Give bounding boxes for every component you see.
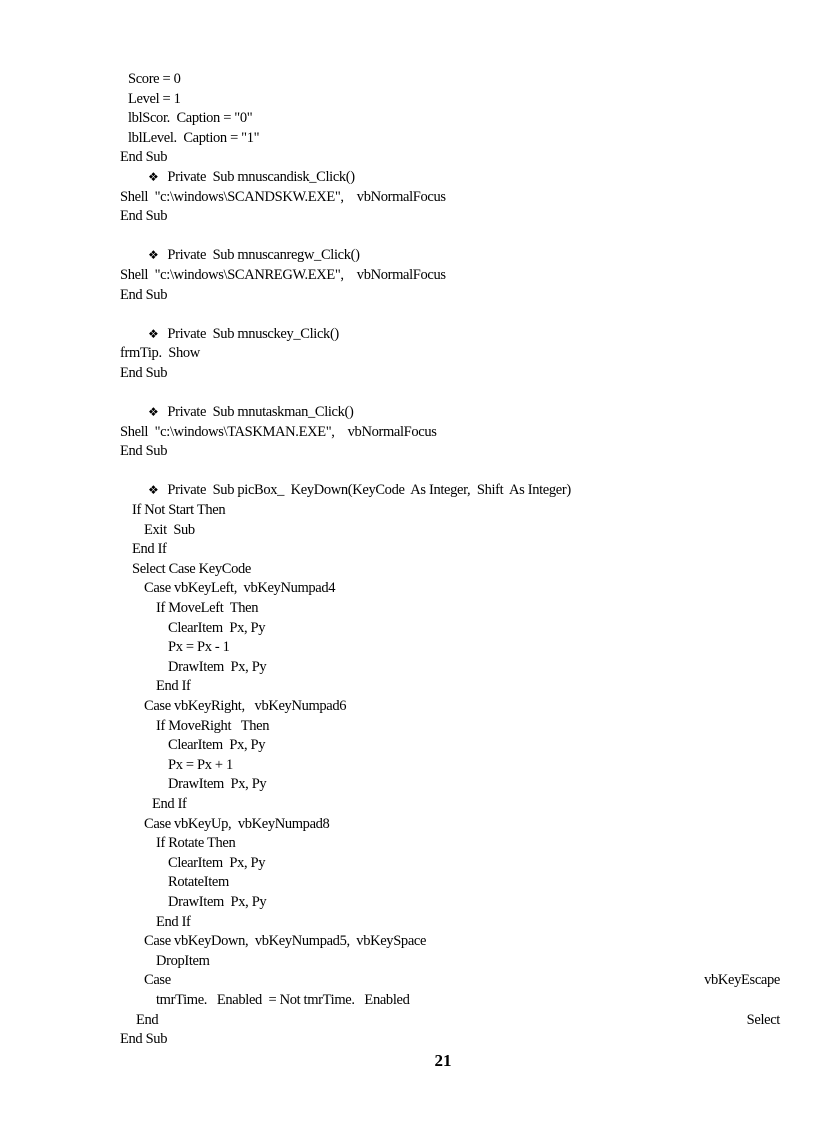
code-text: ClearItem Px, Py [168, 619, 266, 636]
code-text: End Sub [120, 364, 168, 381]
code-line [120, 795, 780, 815]
code-text: Px = Px + 1 [168, 756, 233, 773]
code-line [120, 658, 780, 678]
diamond-bullet-icon: ❖ [148, 169, 159, 184]
code-text: Select Case KeyCode [132, 560, 251, 577]
code-line [120, 677, 780, 697]
sub-declaration-line [120, 246, 780, 266]
code-line [120, 540, 780, 560]
code-line [120, 638, 780, 658]
code-text: Case vbKeyUp, vbKeyNumpad8 [144, 815, 330, 832]
sub-declaration-line [120, 403, 780, 423]
code-text: End Sub [120, 1031, 168, 1048]
code-line [120, 266, 780, 286]
code-line [120, 501, 780, 521]
diamond-bullet-icon: ❖ [148, 326, 159, 341]
code-text: Private Sub picBox_ KeyDown(KeyCode As Integer, Shift As Integer) [167, 482, 571, 499]
code-text: Level = 1 [128, 90, 181, 107]
code-text: If Rotate Then [156, 835, 236, 852]
code-text: DrawItem Px, Py [168, 893, 267, 910]
code-text: End Sub [120, 443, 168, 460]
sub-declaration-line [120, 481, 780, 501]
code-text: Score = 0 [128, 71, 181, 87]
code-line [120, 971, 780, 991]
code-text: Case vbKeyLeft, vbKeyNumpad4 [144, 580, 336, 597]
code-text-right: Select [746, 1011, 780, 1028]
code-text: If Not Start Then [132, 502, 226, 519]
code-text: Private Sub mnusckey_Click() [167, 325, 339, 342]
code-line [120, 207, 780, 227]
page-number: 21 [434, 1051, 452, 1070]
code-text: Private Sub mnutaskman_Click() [167, 404, 354, 421]
code-text: End Sub [120, 286, 168, 303]
code-line [120, 736, 780, 756]
code-text: Shell "c:\windows\SCANDSKW.EXE", vbNormalFocus [120, 188, 446, 205]
code-text: End Sub [120, 149, 168, 166]
sub-declaration-line [120, 168, 780, 188]
code-text: lblScor. Caption = "0" [128, 110, 253, 127]
code-line [120, 442, 780, 462]
code-listing [120, 70, 780, 1050]
code-line [120, 854, 780, 874]
code-text: ClearItem Px, Py [168, 854, 266, 871]
code-line [120, 188, 780, 208]
code-line [120, 815, 780, 835]
code-line [120, 599, 780, 619]
code-line [120, 148, 780, 168]
code-text: End If [156, 678, 191, 695]
code-text: ClearItem Px, Py [168, 737, 266, 754]
code-text: Case [144, 972, 171, 989]
code-line [120, 521, 780, 541]
code-text: lblLevel. Caption = "1" [128, 129, 260, 146]
code-line [120, 991, 780, 1011]
code-text: End If [132, 541, 167, 558]
code-line [120, 286, 780, 306]
code-text: Exit Sub [144, 521, 195, 538]
code-text: End If [152, 795, 187, 812]
code-text: Px = Px - 1 [168, 639, 230, 656]
code-line [120, 109, 780, 129]
sub-declaration-line [120, 325, 780, 345]
code-line [120, 462, 780, 482]
diamond-bullet-icon: ❖ [148, 248, 159, 263]
code-line [120, 913, 780, 933]
code-line [120, 775, 780, 795]
code-line [120, 90, 780, 110]
code-line [120, 423, 780, 443]
code-line [120, 129, 780, 149]
code-text: If MoveRight Then [156, 717, 270, 734]
code-line [120, 932, 780, 952]
code-line [120, 756, 780, 776]
code-line [120, 873, 780, 893]
code-text: End Sub [120, 208, 168, 225]
code-line [120, 344, 780, 364]
code-text: Case vbKeyDown, vbKeyNumpad5, vbKeySpace [144, 933, 427, 950]
code-text: Private Sub mnuscandisk_Click() [167, 168, 355, 185]
code-text: End [136, 1011, 159, 1028]
code-line [120, 305, 780, 325]
code-text: Private Sub mnuscanregw_Click() [167, 247, 360, 264]
diamond-bullet-icon: ❖ [148, 483, 159, 498]
code-line [120, 717, 780, 737]
code-text: Case vbKeyRight, vbKeyNumpad6 [144, 698, 347, 714]
diamond-bullet-icon: ❖ [148, 405, 159, 420]
code-line [120, 893, 780, 913]
code-text: Shell "c:\windows\TASKMAN.EXE", vbNormalFocus [120, 423, 437, 440]
code-line [120, 384, 780, 404]
code-line [120, 697, 780, 717]
code-line [120, 1030, 780, 1050]
code-text: frmTip. Show [120, 345, 200, 362]
code-line [120, 364, 780, 384]
code-line [120, 1011, 780, 1031]
code-text: RotateItem [168, 874, 229, 891]
code-line [120, 619, 780, 639]
code-text: DrawItem Px, Py [168, 776, 267, 793]
code-line [120, 952, 780, 972]
code-text: Shell "c:\windows\SCANREGW.EXE", vbNormalFocus [120, 266, 446, 283]
code-text: tmrTime. Enabled = Not tmrTime. Enabled [156, 991, 410, 1008]
code-text: DrawItem Px, Py [168, 658, 267, 675]
code-text-right: vbKeyEscape [704, 972, 780, 989]
code-text: DropItem [156, 952, 210, 969]
code-line [120, 579, 780, 599]
code-line [120, 560, 780, 580]
code-line [120, 227, 780, 247]
code-line [120, 834, 780, 854]
code-line [120, 70, 780, 90]
code-text: If MoveLeft Then [156, 600, 259, 617]
code-text: End If [156, 913, 191, 930]
